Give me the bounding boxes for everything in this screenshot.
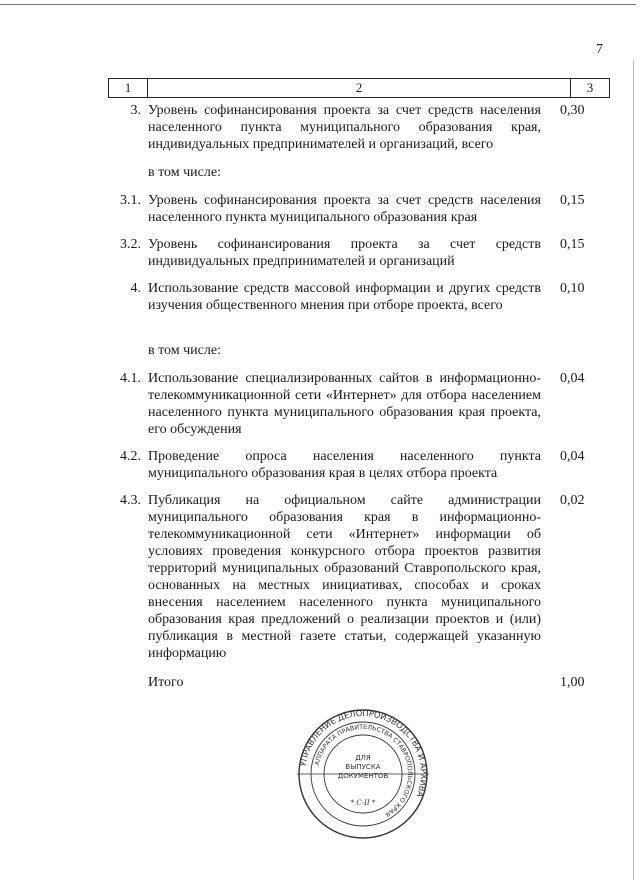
row-text: Использование специализированных сайтов в информационно-телекоммуникационной сети «Интернет» для отбора населением населенного пункта муниципального образования края проекта, его обсуждения [148, 371, 541, 437]
row-text: Уровень софинансирования проекта за счет средств населения населенного пункта муниципального образования края [148, 193, 541, 225]
row-value: 0,04 [560, 371, 585, 386]
row-number: 3.2. [120, 237, 141, 252]
header-col-2: 2 [148, 79, 571, 97]
row-note: в том числе: [148, 343, 221, 358]
row-value: 0,15 [560, 237, 585, 252]
row-text: Проведение опроса населения населенного пункта муниципального образования края в целях отбора проекта [148, 449, 541, 481]
row-number: 4.3. [120, 493, 141, 508]
stamp-inner-text: АППАРАТА ПРАВИТЕЛЬСТВА СТАВРОПОЛЬСКОГО КРАЯ [313, 723, 414, 818]
official-stamp [297, 708, 429, 840]
stamp-outer-text: УПРАВЛЕНИЕ ДЕЛОПРОИЗВОДСТВА И АРХИВА [297, 708, 429, 799]
total-value: 1,00 [560, 675, 585, 690]
header-col-3: 3 [586, 80, 594, 95]
total-label: Итого [148, 675, 184, 690]
row-note: в том числе: [148, 165, 221, 180]
stamp-center-line-1: ДЛЯ [355, 754, 371, 762]
header-col-1: 1 [109, 79, 148, 97]
row-number: 4.1. [120, 371, 141, 386]
row-text: Уровень софинансирования проекта за счет средств индивидуальных предпринимателей и организаций [148, 237, 541, 269]
row-text: Использование средств массовой информации и других средств изучения общественного мнения при отборе проекта, всего [148, 281, 541, 313]
row-number: 3. [130, 103, 141, 118]
row-value: 0,15 [560, 193, 585, 208]
row-value: 0,30 [560, 103, 585, 118]
table-header [108, 78, 610, 98]
top-rule [0, 4, 636, 5]
stamp-center-line-3: ДОКУМЕНТОВ [337, 772, 389, 780]
stamp-code: * С-II * [350, 799, 376, 807]
row-text: Уровень софинансирования проекта за счет средств населения населенного пункта муниципального образования края, индивидуальных предпринимателей и организаций, всего [148, 103, 541, 152]
row-value: 0,10 [560, 281, 585, 296]
row-value: 0,04 [560, 449, 585, 464]
stamp-center-line-2: ВЫПУСКА [345, 763, 381, 771]
row-value: 0,02 [560, 493, 585, 508]
row-text: Публикация на официальном сайте администрации муниципального образования края в информационно-телекоммуникационной сети «Интернет» информации об условиях проведения конкурсного отбора проектов развития территорий муниципальных образований Ставропольского края, основанных на местных инициативах, способах и сроках внесения населением населенного пункта муниципального образования края предложений о реализации проектов и (или) публикация в местной газете статьи, содержащей указанную информацию [148, 493, 541, 661]
page-number: 7 [596, 42, 603, 57]
row-number: 4. [130, 281, 141, 296]
row-number: 4.2. [120, 449, 141, 464]
page-edge [633, 60, 634, 880]
row-number: 3.1. [120, 193, 141, 208]
